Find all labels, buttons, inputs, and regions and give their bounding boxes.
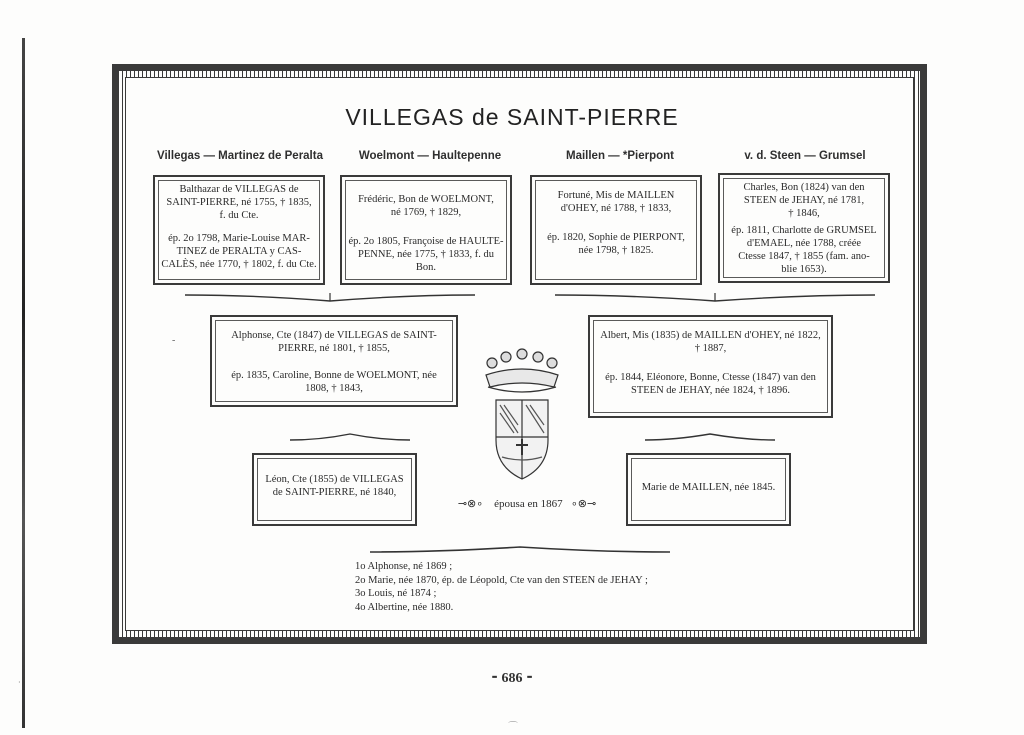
box-line: f. du Cte.	[219, 210, 259, 221]
box-line: STEEN de JEHAY, née 1824, † 1896.	[631, 385, 790, 396]
box-line: ép. 1844, Eléonore, Bonne, Ctesse (1847) van den	[605, 372, 816, 383]
box-line: d'OHEY, né 1788, † 1833,	[560, 203, 672, 214]
column-head-maillen: Maillen — *Pierpont	[566, 150, 674, 162]
coat-of-arms-icon	[478, 345, 566, 485]
child-item: 4o Albertine, née 1880.	[355, 601, 454, 613]
box-line: Albert, Mis (1835) de MAILLEN d'OHEY, né 1822,	[600, 330, 821, 341]
box-line: ép. 2o 1798, Marie-Louise MAR-	[168, 233, 310, 244]
box-line: de SAINT-PIERRE, né 1840,	[272, 487, 397, 498]
box-line: STEEN de JEHAY, né 1781,	[743, 195, 865, 206]
ornament-right-icon: ∘⊗⊸	[570, 498, 597, 510]
person-box-balthazar	[153, 175, 325, 285]
marriage-text: épousa en 1867	[494, 498, 563, 510]
box-line: ép. 1820, Sophie de PIERPONT,	[547, 232, 685, 243]
page-title: VILLEGAS de SAINT-PIERRE	[345, 104, 679, 130]
page-number-value: 686	[501, 671, 523, 686]
marriage-note	[452, 497, 602, 510]
person-box-leon	[252, 453, 417, 526]
column-head-woelmont: Woelmont — Haultepenne	[358, 150, 502, 162]
person-box-frederic	[340, 175, 512, 285]
person-box-fortune	[530, 175, 702, 285]
person-box-marie	[626, 453, 791, 526]
box-line: Ctesse 1847, † 1855 (fam. ano-	[738, 251, 870, 262]
box-line: Léon, Cte (1855) de VILLEGAS	[265, 474, 404, 485]
child-item: 3o Louis, né 1874 ;	[355, 588, 437, 599]
box-line: SAINT-PIERRE, né 1755, † 1835,	[166, 197, 312, 208]
box-line: d'EMAEL, née 1788, créée	[746, 238, 862, 249]
printer-mark-icon: ⌒	[508, 722, 518, 733]
box-line: 1808, † 1843,	[305, 383, 363, 394]
column-head-villegas: Villegas — Martinez de Peralta	[157, 150, 323, 162]
ornament-left-icon: ⊸⊗∘	[457, 498, 484, 510]
scan-speck: ·	[18, 678, 21, 687]
child-item: 2o Marie, née 1870, ép. de Léopold, Cte van den STEEN de JEHAY ;	[355, 574, 648, 586]
person-box-albert	[588, 315, 833, 418]
box-line: ép. 1811, Charlotte de GRUMSEL	[731, 225, 877, 236]
box-line: CALÈS, née 1770, † 1802, f. du Cte.	[161, 259, 317, 270]
brace-maillen-steen	[550, 291, 880, 305]
column-head-steen: v. d. Steen — Grumsel	[744, 150, 866, 162]
box-line: ép. 2o 1805, Françoise de HAULTE-	[348, 236, 504, 247]
box-line: PIERRE, né 1801, † 1855,	[278, 343, 390, 354]
box-line: Alphonse, Cte (1847) de VILLEGAS de SAINT-	[231, 330, 437, 341]
person-box-charles	[718, 173, 890, 283]
box-line: ép. 1835, Caroline, Bonne de WOELMONT, née	[231, 370, 437, 381]
children-list	[355, 560, 648, 614]
box-line: TINEZ de PERALTA y CAS-	[176, 246, 302, 257]
box-line: blie 1653).	[781, 264, 827, 275]
box-line: Fortuné, Mis de MAILLEN	[557, 190, 675, 201]
box-line: Marie de MAILLEN, née 1845.	[641, 482, 776, 493]
person-box-alphonse	[210, 315, 458, 407]
box-line: Frédéric, Bon de WOELMONT,	[358, 194, 494, 205]
box-line: Charles, Bon (1824) van den	[743, 182, 865, 193]
box-line: née 1798, † 1825.	[578, 245, 654, 256]
box-line: PENNE, née 1775, † 1833, f. du Bon.	[358, 249, 494, 273]
page-ornament-right: ⁃	[522, 671, 533, 686]
box-line: † 1846,	[788, 208, 820, 219]
children-brace	[370, 541, 670, 551]
box-line: † 1887,	[694, 343, 727, 354]
brace-villegas-woelmont	[180, 291, 480, 305]
stray-dash: -	[172, 335, 176, 346]
child-item: 1o Alphonse, né 1869 ;	[355, 561, 453, 572]
page-number	[0, 670, 1024, 687]
brace-albert	[640, 430, 780, 444]
page-ornament-left: ⁃	[491, 671, 502, 686]
box-line: né 1769, † 1829,	[390, 207, 462, 218]
brace-alphonse	[285, 430, 415, 444]
box-line: Balthazar de VILLEGAS de	[179, 184, 299, 195]
scan-edge-line	[22, 38, 25, 728]
